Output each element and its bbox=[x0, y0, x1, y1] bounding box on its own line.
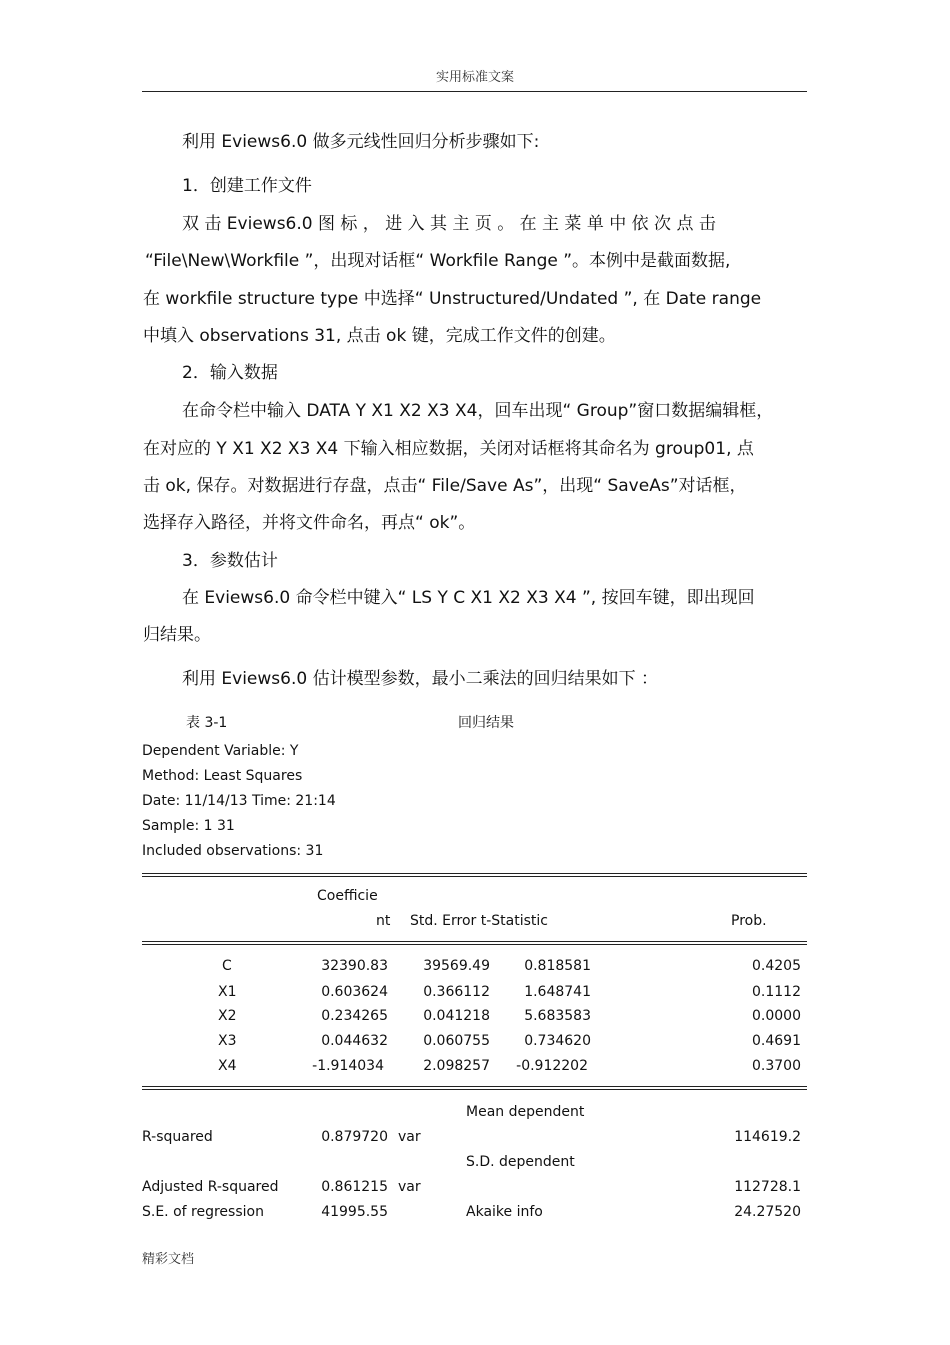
section-2-line-2: 在对应的 Y X1 X2 X3 X4 下输入相应数据，关闭对话框将其命名为 group01, 点 bbox=[143, 439, 754, 459]
row-stderr: 2.098257 bbox=[423, 1058, 490, 1074]
row-coef: 32390.83 bbox=[321, 958, 388, 974]
section-3-line-1: 在 Eviews6.0 命令栏中键入“ LS Y C X1 X2 X3 X4 ”, 按回车键，即出现回 bbox=[182, 588, 755, 608]
row-prob: 0.1112 bbox=[752, 984, 801, 1000]
col-header-prob: Prob. bbox=[731, 913, 767, 929]
section-1-line-4: 中填入 observations 31, 点击 ok 键，完成工作文件的创建。 bbox=[143, 326, 616, 346]
row-tstat: 5.683583 bbox=[524, 1008, 591, 1024]
page-footer: 精彩文档 bbox=[142, 1252, 195, 1267]
akaike-label: Akaike info bbox=[466, 1204, 543, 1220]
row-tstat: 1.648741 bbox=[524, 984, 591, 1000]
row-var: C bbox=[222, 958, 232, 974]
table-title: 回归结果 bbox=[458, 715, 514, 731]
coef-bottom-rule bbox=[142, 1086, 807, 1087]
section-3-line-2: 归结果。 bbox=[143, 625, 211, 645]
row-stderr: 39569.49 bbox=[423, 958, 490, 974]
meta-date: Date: 11/14/13 Time: 21:14 bbox=[142, 793, 336, 809]
row-tstat: 0.734620 bbox=[524, 1033, 591, 1049]
row-var: X3 bbox=[218, 1033, 237, 1049]
akaike-value: 24.27520 bbox=[734, 1204, 801, 1220]
col-header-coefficient-1: Coefficie bbox=[317, 888, 378, 904]
row-tstat: 0.818581 bbox=[524, 958, 591, 974]
mean-dependent-label-2: var bbox=[398, 1129, 421, 1145]
r-squared-value: 0.879720 bbox=[321, 1129, 388, 1145]
section-3-line-3: 利用 Eviews6.0 估计模型参数，最小二乘法的回归结果如下 ： bbox=[182, 669, 658, 689]
section-2-line-1: 在命令栏中输入 DATA Y X1 X2 X3 X4，回车出现“ Group”窗口数据编辑框， bbox=[182, 401, 774, 421]
header-divider bbox=[142, 91, 807, 92]
col-header-coefficient-2: nt bbox=[376, 913, 391, 929]
r-squared-label: R-squared bbox=[142, 1129, 213, 1145]
col-header-stderr-tstat: Std. Error t-Statistic bbox=[410, 913, 548, 929]
meta-dependent-variable: Dependent Variable: Y bbox=[142, 743, 299, 759]
mean-dependent-label-1: Mean dependent bbox=[466, 1104, 585, 1120]
row-stderr: 0.060755 bbox=[423, 1033, 490, 1049]
se-regression-label: S.E. of regression bbox=[142, 1204, 264, 1220]
row-stderr: 0.366112 bbox=[423, 984, 490, 1000]
row-tstat: -0.912202 bbox=[516, 1058, 588, 1074]
table-top-rule-2 bbox=[142, 876, 807, 877]
section-2-title: 2．输入数据 bbox=[182, 363, 278, 383]
row-var: X1 bbox=[218, 984, 237, 1000]
section-1-title: 1．创建工作文件 bbox=[182, 176, 312, 196]
meta-sample: Sample: 1 31 bbox=[142, 818, 235, 834]
header-bottom-rule bbox=[142, 941, 807, 942]
table-top-rule bbox=[142, 873, 807, 874]
row-prob: 0.3700 bbox=[752, 1058, 801, 1074]
row-prob: 0.0000 bbox=[752, 1008, 801, 1024]
sd-dependent-value: 112728.1 bbox=[734, 1179, 801, 1195]
section-1-line-3: 在 workfile structure type 中选择“ Unstructured/Undated ”, 在 Date range bbox=[143, 289, 762, 309]
adjusted-r-squared-label: Adjusted R-squared bbox=[142, 1179, 279, 1195]
adjusted-r-squared-value: 0.861215 bbox=[321, 1179, 388, 1195]
se-regression-value: 41995.55 bbox=[321, 1204, 388, 1220]
sd-dependent-label-1: S.D. dependent bbox=[466, 1154, 575, 1170]
row-stderr: 0.041218 bbox=[423, 1008, 490, 1024]
meta-observations: Included observations: 31 bbox=[142, 843, 324, 859]
mean-dependent-value: 114619.2 bbox=[734, 1129, 801, 1145]
row-coef: 0.044632 bbox=[321, 1033, 388, 1049]
row-coef: 0.603624 bbox=[321, 984, 388, 1000]
table-label: 表 3-1 bbox=[186, 715, 228, 731]
coef-bottom-rule-2 bbox=[142, 1089, 807, 1090]
intro-text: 利用 Eviews6.0 做多元线性回归分析步骤如下: bbox=[182, 132, 540, 152]
section-2-line-3: 击 ok, 保存。对数据进行存盘，点击“ File/Save As”，出现“ SaveAs”对话框， bbox=[143, 476, 747, 496]
section-1-line-1: 双 击 Eviews6.0 图 标 ， 进 入 其 主 页 。 在 主 菜 单 中 依 次 点 击 bbox=[182, 214, 716, 234]
header-bottom-rule-2 bbox=[142, 944, 807, 945]
row-coef: -1.914034 bbox=[312, 1058, 384, 1074]
section-3-title: 3．参数估计 bbox=[182, 551, 278, 571]
meta-method: Method: Least Squares bbox=[142, 768, 303, 784]
row-prob: 0.4205 bbox=[752, 958, 801, 974]
section-2-line-4: 选择存入路径，并将文件命名，再点“ ok”。 bbox=[143, 513, 476, 533]
section-1-line-2: “File\New\Workfile ”，出现对话框“ Workfile Range ”。本例中是截面数据, bbox=[145, 251, 731, 271]
page-header: 实用标准文案 bbox=[435, 70, 514, 85]
row-var: X2 bbox=[218, 1008, 237, 1024]
sd-dependent-label-2: var bbox=[398, 1179, 421, 1195]
row-coef: 0.234265 bbox=[321, 1008, 388, 1024]
row-prob: 0.4691 bbox=[752, 1033, 801, 1049]
row-var: X4 bbox=[218, 1058, 237, 1074]
